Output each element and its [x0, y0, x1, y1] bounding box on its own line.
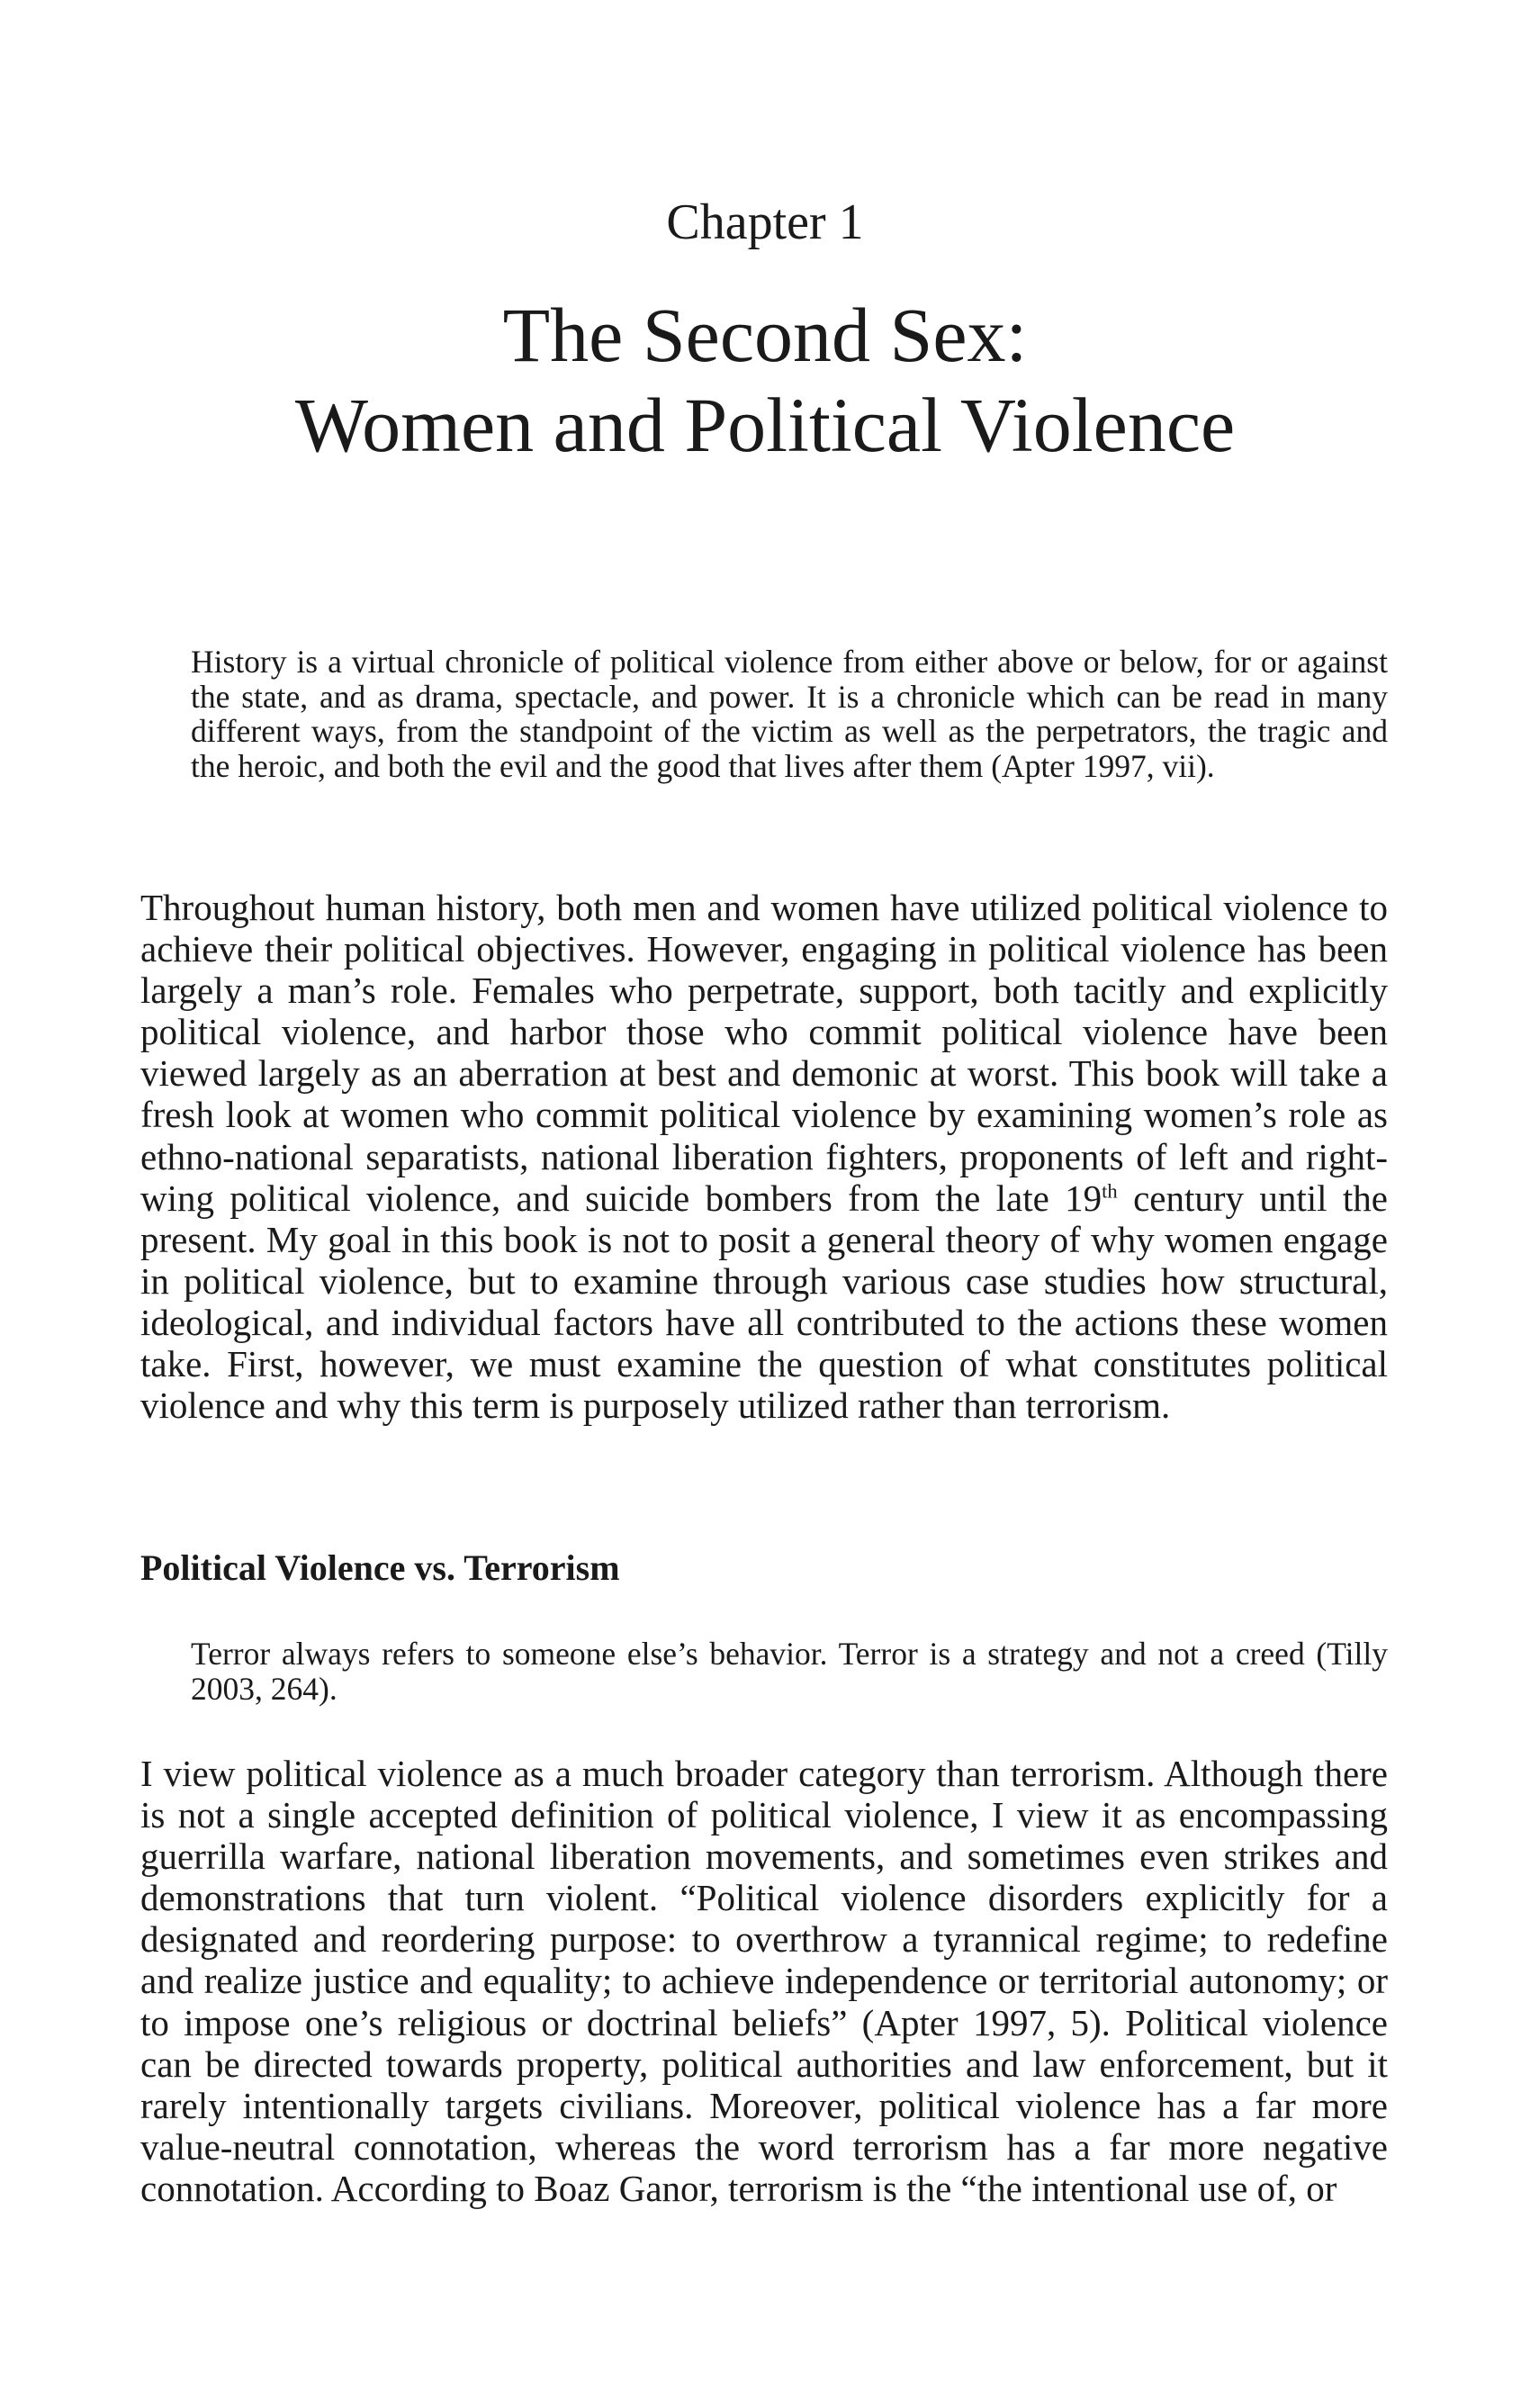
- body-paragraph-text-part-2: century until the present. My goal in this book is not to posit a general theory of why women engage in political violence, but to examine through various case studies how structural, ideological, and individual factors have all contributed to the actions these women take. First, however, we must examine the question of what constitutes political violence and why this term is purposely utilized rather than terrorism.: [140, 1177, 1388, 1427]
- chapter-title-line-1: The Second Sex:: [502, 292, 1028, 378]
- body-paragraph-text-part-1: Throughout human history, both men and women have utilized political violence to achieve their political objectives. However, engaging in political violence has been largely a man’s role. Females who perpetrate, support, both tacitly and explicitly political violence, and harbor those who commit political violence have been viewed largely as an aberration at best and demonic at worst. This book will take a fresh look at women who commit political violence by examining women’s role as ethno-national separatists, national liberation fighters, proponents of left and right-wing political violence, and suicide bombers from the late 19: [140, 887, 1388, 1219]
- ordinal-superscript: th: [1102, 1179, 1118, 1202]
- section-epigraph-quote: Terror always refers to someone else’s behavior. Terror is a strategy and not a creed (Tilly 2003, 264).: [191, 1636, 1388, 1707]
- section-heading: Political Violence vs. Terrorism: [140, 1547, 620, 1588]
- epigraph-quote: History is a virtual chronicle of political violence from either above or below, for or against the state, and as drama, spectacle, and power. It is a chronicle which can be read in many different ways, from the standpoint of the victim as well as the perpetrators, the tragic and the heroic, and both the evil and the good that lives after them (Apter 1997, vii).: [191, 644, 1388, 784]
- body-paragraph: I view political violence as a much broader category than terrorism. Although there is not a single accepted definition of political violence, I view it as encompassing guerrilla warfare, national liberation movements, and sometimes even strikes and demonstrations that turn violent. “Political violence disorders explicitly for a designated and reordering purpose: to overthrow a tyrannical regime; to redefine and realize justice and equality; to achieve independence or territorial autonomy; or to impose one’s religious or doctrinal beliefs” (Apter 1997, 5). Political violence can be directed towards property, political authorities and law enforcement, but it rarely intentionally targets civilians. Moreover, political violence has a far more value-neutral connotation, whereas the word terrorism has a far more negative connotation. According to Boaz Ganor, terrorism is the “the intentional use of, or: [140, 1753, 1388, 2209]
- chapter-label: Chapter 1: [666, 194, 864, 250]
- chapter-title-line-2: Women and Political Violence: [294, 382, 1236, 468]
- chapter-title: [0, 290, 1530, 470]
- body-paragraph: [140, 887, 1388, 1426]
